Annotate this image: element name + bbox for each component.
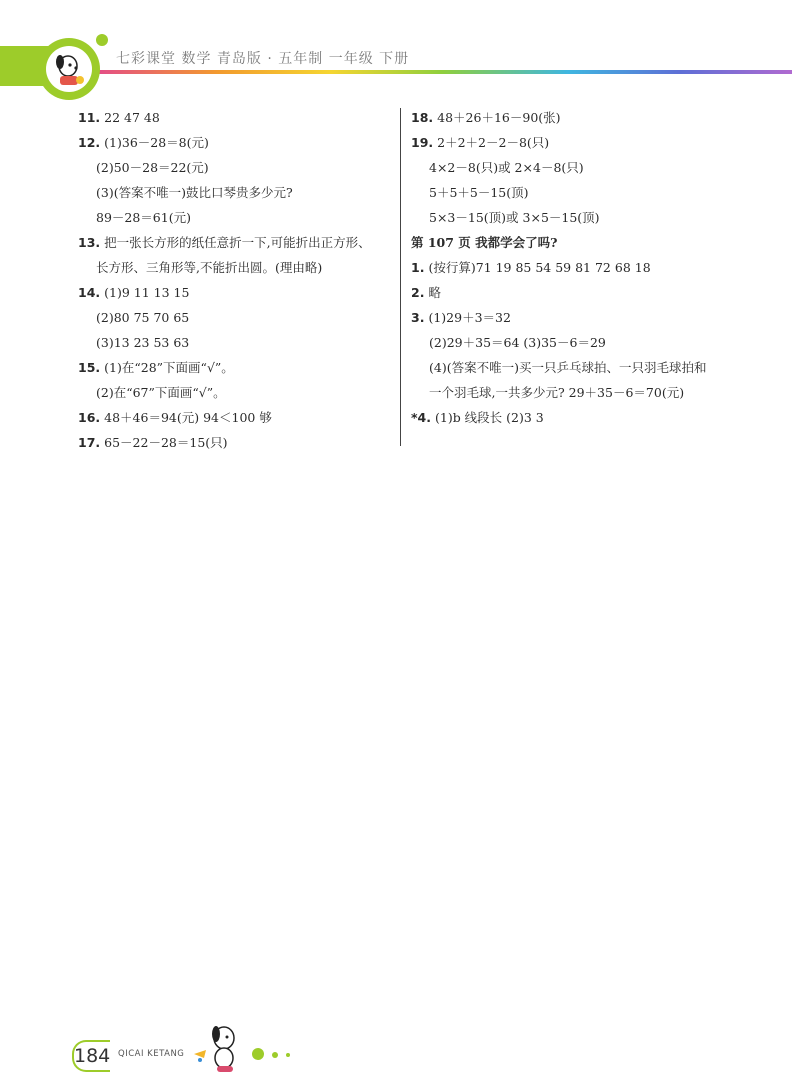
answer-line bbox=[78, 358, 396, 383]
answer-text: 89－28＝61(元) bbox=[96, 210, 191, 225]
answer-line bbox=[411, 408, 751, 433]
question-number: 3. bbox=[411, 310, 425, 325]
answer-line bbox=[411, 333, 751, 358]
answer-text: 4×2－8(只)或 2×4－8(只) bbox=[429, 160, 584, 175]
question-number: 1. bbox=[411, 260, 425, 275]
answer-text: (2)在“67”下面画“√”。 bbox=[96, 385, 226, 400]
page-number: 184 bbox=[72, 1040, 110, 1072]
answer-text: (4)(答案不唯一)买一只乒乓球拍、一只羽毛球拍和 bbox=[429, 360, 707, 375]
footer-dot-small bbox=[286, 1053, 290, 1057]
answer-text: 48＋26＋16－90(张) bbox=[437, 110, 561, 125]
answer-line bbox=[78, 183, 396, 208]
answer-text: (1)b 线段长 (2)3 3 bbox=[434, 410, 544, 425]
answer-column-left bbox=[78, 108, 396, 458]
answer-text: (按行算)71 19 85 54 59 81 72 68 18 bbox=[428, 260, 651, 275]
question-number: 17. bbox=[78, 435, 101, 450]
answer-line bbox=[411, 258, 751, 283]
answer-line bbox=[411, 233, 751, 258]
footer-brand: QICAI KETANG bbox=[118, 1049, 185, 1059]
answer-text: 48＋46＝94(元) 94＜100 够 bbox=[104, 410, 272, 425]
answer-column-right bbox=[411, 108, 751, 433]
answer-line bbox=[78, 333, 396, 358]
answer-text: 一个羽毛球,一共多少元? 29＋35－6＝70(元) bbox=[429, 385, 685, 400]
section-title: 第 107 页 我都学会了吗? bbox=[411, 235, 558, 250]
answer-text: 5＋5＋5－15(顶) bbox=[429, 185, 529, 200]
answer-line bbox=[411, 308, 751, 333]
answer-line bbox=[411, 183, 751, 208]
question-number: 15. bbox=[78, 360, 101, 375]
answer-text: 2＋2＋2－2－8(只) bbox=[437, 135, 550, 150]
answer-line bbox=[78, 383, 396, 408]
answer-line bbox=[411, 108, 751, 133]
question-number: 12. bbox=[78, 135, 101, 150]
question-number: 2. bbox=[411, 285, 425, 300]
answer-line bbox=[78, 158, 396, 183]
answer-text: (2)50－28＝22(元) bbox=[96, 160, 209, 175]
answer-text: 5×3－15(顶)或 3×5－15(顶) bbox=[429, 210, 600, 225]
header-title: 七彩课堂 数学 青岛版 · 五年制 一年级 下册 bbox=[116, 51, 410, 67]
answer-line bbox=[78, 233, 396, 258]
question-number: 13. bbox=[78, 235, 101, 250]
answer-line bbox=[78, 283, 396, 308]
answer-line bbox=[78, 408, 396, 433]
header-rainbow-stripe bbox=[92, 70, 792, 74]
question-number: 14. bbox=[78, 285, 101, 300]
answer-text: (2)80 75 70 65 bbox=[96, 310, 190, 325]
answer-line bbox=[78, 133, 396, 158]
answer-text: (1)36－28＝8(元) bbox=[104, 135, 209, 150]
answer-line bbox=[78, 308, 396, 333]
question-number: *4. bbox=[411, 410, 431, 425]
footer-dot-medium bbox=[272, 1052, 278, 1058]
answer-text: (1)29＋3＝32 bbox=[428, 310, 511, 325]
answer-line bbox=[411, 358, 751, 383]
column-divider bbox=[400, 108, 401, 446]
answer-text: 65－22－28＝15(只) bbox=[104, 435, 228, 450]
answer-text: (2)29＋35＝64 (3)35－6＝29 bbox=[429, 335, 606, 350]
answer-line bbox=[411, 208, 751, 233]
answer-line bbox=[411, 133, 751, 158]
question-number: 11. bbox=[78, 110, 101, 125]
answer-text: (1)9 11 13 15 bbox=[104, 285, 190, 300]
question-number: 18. bbox=[411, 110, 434, 125]
answer-line bbox=[411, 158, 751, 183]
answer-line bbox=[411, 283, 751, 308]
mascot-logo-icon bbox=[46, 46, 92, 92]
answer-line bbox=[411, 383, 751, 408]
question-number: 16. bbox=[78, 410, 101, 425]
answer-text: 长方形、三角形等,不能折出圆。(理由略) bbox=[96, 260, 323, 275]
answer-text: (1)在“28”下面画“√”。 bbox=[104, 360, 234, 375]
logo-dot-icon bbox=[96, 34, 108, 46]
answer-line bbox=[78, 208, 396, 233]
answer-text: 把一张长方形的纸任意折一下,可能折出正方形、 bbox=[104, 235, 371, 250]
question-number: 19. bbox=[411, 135, 434, 150]
answer-line bbox=[78, 258, 396, 283]
answer-line bbox=[78, 433, 396, 458]
footer-dot-large bbox=[252, 1048, 264, 1060]
answer-line bbox=[78, 108, 396, 133]
mascot-dog-icon bbox=[190, 1020, 248, 1080]
answer-text: (3)13 23 53 63 bbox=[96, 335, 190, 350]
answer-text: 略 bbox=[428, 285, 441, 300]
answer-text: (3)(答案不唯一)鼓比口琴贵多少元? bbox=[96, 185, 293, 200]
answer-text: 22 47 48 bbox=[104, 110, 160, 125]
